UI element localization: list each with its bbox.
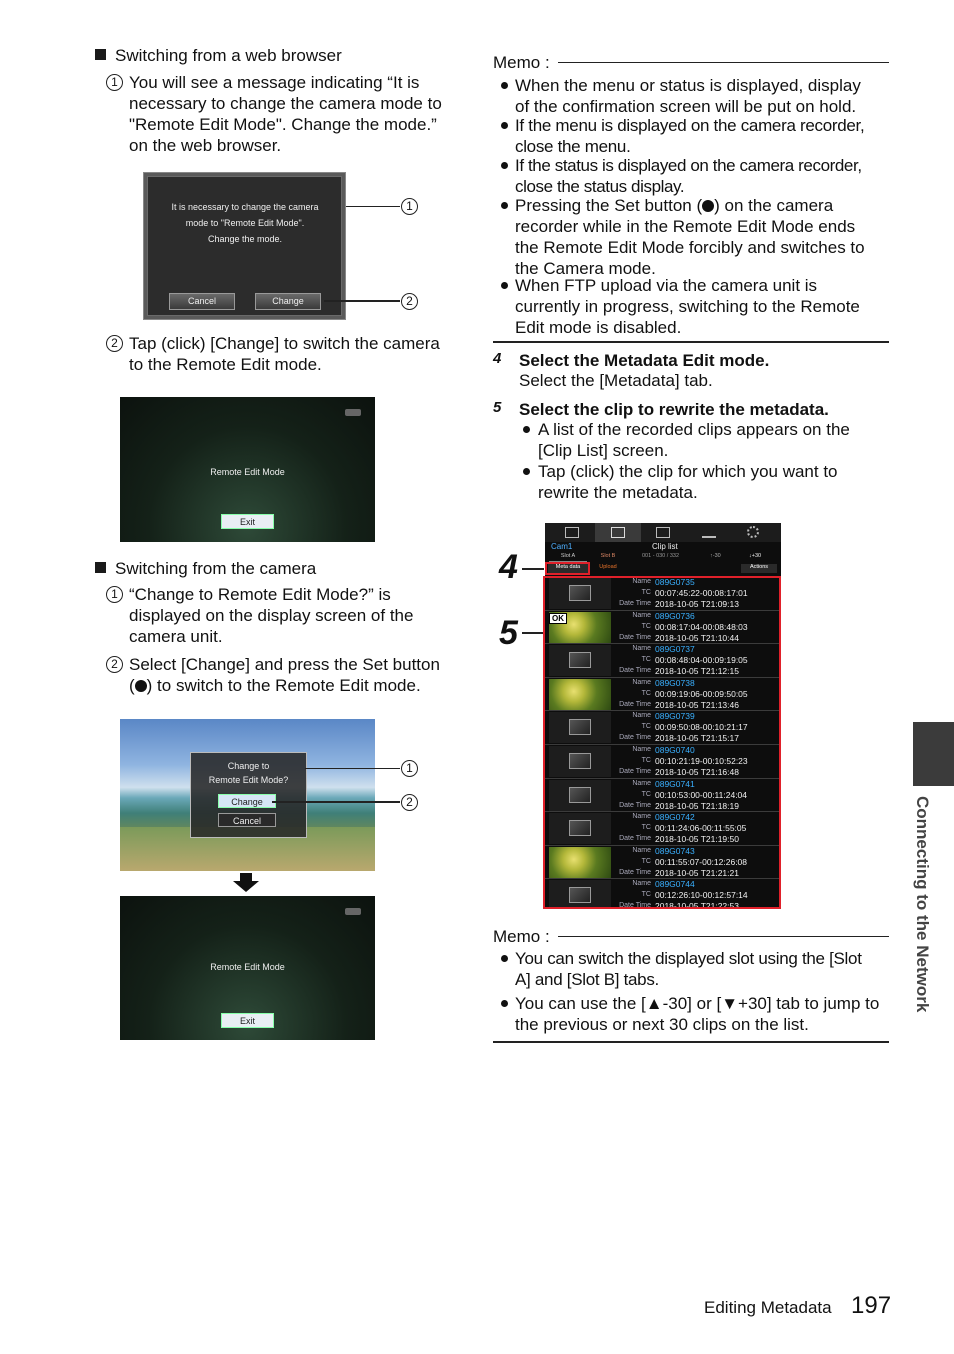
remote-edit-screen xyxy=(120,896,375,1040)
upload-button[interactable]: Upload xyxy=(599,564,617,570)
remote-edit-screen xyxy=(120,397,375,542)
step5-bullet: Tap (click) the clip for which you want to rewrite the metadata. xyxy=(538,462,838,502)
web-step1-text: You will see a message indicating “It is necessary to change the camera mode to "Remote Edit Mode". Change the mode.” on the web browser. xyxy=(129,73,442,155)
change-button[interactable]: Change xyxy=(255,293,321,310)
step-number: 1 xyxy=(106,586,123,603)
callout-4: 4 xyxy=(499,548,518,586)
name-label: Name xyxy=(632,846,651,854)
slot-a-tab[interactable]: Slot A xyxy=(549,553,587,562)
change-option[interactable]: Change xyxy=(218,794,276,808)
dialog-message: It is necessary to change the camera mode to "Remote Edit Mode". Change the mode. xyxy=(171,202,319,244)
step-number: 2 xyxy=(106,335,123,352)
bullet xyxy=(501,162,508,169)
clip-datetime: 2018-10-05 T21:12:15 xyxy=(655,666,739,677)
memo-label: Memo : xyxy=(493,927,550,946)
top-tab-bar xyxy=(545,523,781,542)
memo-rule xyxy=(558,62,889,63)
memo-item: If the menu is displayed on the camera recorder, close the menu. xyxy=(515,116,865,156)
camera-heading: Switching from the camera xyxy=(115,559,317,578)
tc-label: TC xyxy=(641,656,651,664)
bullet xyxy=(501,202,508,209)
date-label: Date Time xyxy=(619,633,651,641)
cancel-button[interactable]: Cancel xyxy=(169,293,235,310)
memo-item: When the menu or status is displayed, display of the confirmation screen will be put on hold. xyxy=(515,76,861,116)
callout-line xyxy=(522,568,544,570)
down-triangle-icon: ▼ xyxy=(721,994,739,1013)
step-number: 5 xyxy=(493,399,502,416)
metadata-tab-icon[interactable] xyxy=(595,523,641,542)
screen-title: Clip list xyxy=(652,542,678,551)
clip-datetime: 2018-10-05 T21:09:13 xyxy=(655,599,739,609)
callout-line xyxy=(305,768,400,769)
date-label: Date Time xyxy=(619,768,651,775)
step-number: 2 xyxy=(106,656,123,673)
callout-number: 1 xyxy=(401,760,418,777)
gear-icon[interactable] xyxy=(747,526,759,538)
memo-end-rule xyxy=(493,1041,889,1043)
menu-tab-icon[interactable] xyxy=(565,527,579,538)
tc-label: TC xyxy=(641,589,651,596)
clip-timecode: 00:08:17:04-00:08:48:03 xyxy=(655,621,748,632)
tc-label: TC xyxy=(641,689,651,697)
memo-end-rule xyxy=(493,341,889,343)
exit-button[interactable]: Exit xyxy=(221,514,274,529)
clip-timecode: 00:11:24:06-00:11:55:05 xyxy=(655,823,747,834)
callout-line xyxy=(522,632,544,634)
remote-edit-label: Remote Edit Mode xyxy=(210,467,285,477)
cam-step1-text: “Change to Remote Edit Mode?” is displayed on the display screen of the camera unit. xyxy=(129,585,414,646)
date-label: Date Time xyxy=(619,801,651,809)
tc-label: TC xyxy=(641,757,651,764)
web-dialog-screenshot xyxy=(143,172,346,320)
clip-name: 089G0735 xyxy=(655,577,695,587)
bullet xyxy=(501,82,508,89)
heading-bullet xyxy=(95,49,106,60)
actions-button[interactable]: Actions xyxy=(741,564,777,573)
dialog-question: Change to Remote Edit Mode? xyxy=(208,761,289,785)
name-label: Name xyxy=(632,779,651,787)
callout-line xyxy=(346,206,400,207)
web-step2-text: Tap (click) [Change] to switch the camera to the Remote Edit mode. xyxy=(129,334,440,374)
clip-name: 089G0736 xyxy=(655,610,695,621)
ok-mark-icon: OK xyxy=(549,613,567,624)
tc-label: TC xyxy=(641,723,651,731)
clip-timecode: 00:10:53:00-00:11:24:04 xyxy=(655,789,748,800)
clip-name: 089G0738 xyxy=(655,677,695,688)
bullet xyxy=(501,282,508,289)
screen-tab-icon[interactable] xyxy=(656,527,670,538)
date-label: Date Time xyxy=(619,734,651,742)
bullet xyxy=(523,426,530,433)
clip-name: 089G0739 xyxy=(655,711,695,722)
up-triangle-icon: ▲ xyxy=(645,994,663,1013)
web-browser-heading: Switching from a web browser xyxy=(115,46,342,65)
clip-name: 089G0742 xyxy=(655,812,695,823)
step5-title: Select the clip to rewrite the metadata. xyxy=(519,400,829,419)
name-label: Name xyxy=(632,712,651,720)
clip-datetime: 2018-10-05 T21:19:50 xyxy=(655,834,739,845)
tc-label: TC xyxy=(641,891,651,899)
clip-timecode: 00:10:21:19-00:10:52:23 xyxy=(655,756,748,766)
clip-timecode: 00:07:45:22-00:08:17:01 xyxy=(655,588,748,598)
bullet xyxy=(501,955,508,962)
name-label: Name xyxy=(632,880,651,888)
metadata-button[interactable]: Meta data xyxy=(548,564,588,573)
date-label: Date Time xyxy=(619,667,651,675)
exit-button[interactable]: Exit xyxy=(221,1013,274,1028)
name-label: Name xyxy=(632,645,651,653)
clip-datetime: 2018-10-05 T21:15:17 xyxy=(655,733,739,744)
callout-number: 1 xyxy=(401,198,418,215)
clip-timecode: 00:11:55:07-00:12:26:08 xyxy=(655,856,748,867)
callout-line xyxy=(272,801,400,803)
clip-timecode: 00:09:50:08-00:10:21:17 xyxy=(655,722,748,733)
heading-bullet xyxy=(95,562,106,573)
clip-name: 089G0737 xyxy=(655,644,695,655)
prev-30-tab[interactable]: ↑-30 xyxy=(710,553,721,559)
step-number: 4 xyxy=(493,350,502,367)
down-arrow-icon xyxy=(232,873,260,893)
page-number: 197 xyxy=(851,1292,892,1319)
set-button-icon xyxy=(702,200,714,212)
metadata-highlight xyxy=(545,562,590,575)
date-label: Date Time xyxy=(619,902,651,909)
memo-item: When FTP upload via the camera unit is currently in progress, switching to the Remote Edit mode is disabled. xyxy=(515,276,860,337)
date-label: Date Time xyxy=(619,835,651,843)
memo-label: Memo : xyxy=(493,53,550,72)
camera-screen xyxy=(120,719,375,871)
step5-bullet: A list of the recorded clips appears on the [Clip List] screen. xyxy=(538,420,850,460)
clip-datetime: 2018-10-05 T21:16:48 xyxy=(655,767,739,777)
remote-edit-label: Remote Edit Mode xyxy=(210,962,285,972)
name-label: Name xyxy=(632,578,651,585)
name-label: Name xyxy=(632,611,651,619)
bullet xyxy=(523,468,530,475)
clip-datetime: 2018-10-05 T21:10:44 xyxy=(655,632,739,643)
memo-item: You can use the [▲-30] or [▼+30] tab to jump to the previous or next 30 clips on the list. xyxy=(515,994,880,1034)
memo-item: You can switch the displayed slot using the [Slot A] and [Slot B] tabs. xyxy=(515,949,862,989)
tc-label: TC xyxy=(641,857,651,865)
network-tab-icon[interactable] xyxy=(702,529,716,538)
step-number: 1 xyxy=(106,74,123,91)
set-button-icon xyxy=(135,680,147,692)
clip-name: 089G0740 xyxy=(655,745,695,755)
clip-timecode: 00:12:26:10-00:12:57:14 xyxy=(655,890,748,901)
name-label: Name xyxy=(632,813,651,821)
clip-timecode: 00:08:48:04-00:09:19:05 xyxy=(655,655,748,666)
tc-label: TC xyxy=(641,622,651,630)
status-icon xyxy=(345,908,361,915)
date-label: Date Time xyxy=(619,868,651,876)
cancel-option[interactable]: Cancel xyxy=(218,813,276,827)
next-30-tab[interactable]: ↓+30 xyxy=(749,553,762,559)
memo-item: Pressing the Set button ( ) on the camera recorder while in the Remote Edit Mode ends the Remote Edit Mode forcibly and switches to the Camera mode. xyxy=(515,196,865,278)
name-label: Name xyxy=(632,678,651,686)
memo-rule xyxy=(558,936,889,937)
side-section-label: Connecting to the Network xyxy=(913,796,932,1013)
tc-label: TC xyxy=(641,824,651,832)
slot-b-tab[interactable]: Slot B xyxy=(600,553,616,559)
callout-5: 5 xyxy=(499,614,518,652)
date-label: Date Time xyxy=(619,600,651,607)
clip-datetime: 2018-10-05 T21:22:53 xyxy=(655,901,739,909)
clip-timecode: 00:09:19:06-00:09:50:05 xyxy=(655,688,748,699)
clip-name: 089G0744 xyxy=(655,879,695,890)
step4-body: Select the [Metadata] tab. xyxy=(519,371,713,390)
bullet xyxy=(501,122,508,129)
bullet xyxy=(501,1000,508,1007)
section-tab-marker xyxy=(913,722,954,786)
footer-section: Editing Metadata xyxy=(704,1298,832,1317)
cam-label: Cam1 xyxy=(551,542,573,551)
callout-line xyxy=(324,300,400,302)
clip-list-highlight xyxy=(543,576,781,909)
status-icon xyxy=(345,409,361,416)
clip-name: 089G0741 xyxy=(655,778,695,789)
clip-datetime: 2018-10-05 T21:21:21 xyxy=(655,867,739,878)
cam-step2-text: Select [Change] and press the Set button ( ) to switch to the Remote Edit mode. xyxy=(129,655,440,695)
name-label: Name xyxy=(632,746,651,753)
clip-datetime: 2018-10-05 T21:13:46 xyxy=(655,699,739,710)
clip-datetime: 2018-10-05 T21:18:19 xyxy=(655,800,739,811)
memo-item: If the status is displayed on the camera recorder, close the status display. xyxy=(515,156,862,196)
dialog-box xyxy=(190,752,307,838)
callout-number: 2 xyxy=(401,293,418,310)
clip-counter: 001 - 030 / 332 xyxy=(642,553,680,559)
step4-title: Select the Metadata Edit mode. xyxy=(519,351,770,370)
clip-name: 089G0743 xyxy=(655,845,695,856)
callout-number: 2 xyxy=(401,794,418,811)
tc-label: TC xyxy=(641,790,651,798)
date-label: Date Time xyxy=(619,700,651,708)
